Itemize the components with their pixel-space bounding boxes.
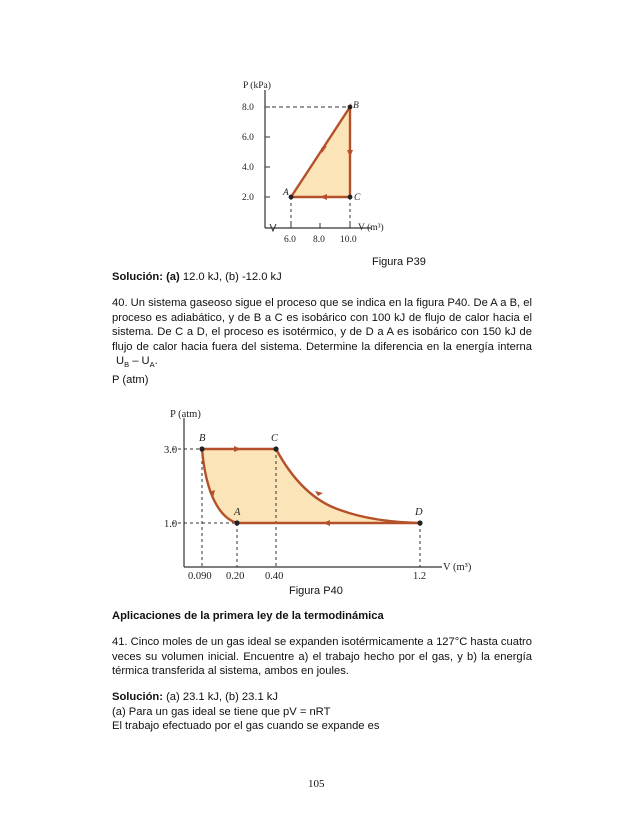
p39-x-axis-label: V (m³): [358, 223, 384, 233]
problem-40-text: 40. Un sistema gaseoso sigue el proceso que se indica en la figura P40. De A a B, el proceso es adiabático, y de B a C es isobárico con 100 kJ de flujo de calor hacia el sistema. De C a D, el proceso es isotérmico, y de D a A es isobárico con 150 kJ de flujo de calor hacia fuera del sistema. Determine la diferencia en la energía interna: [112, 297, 532, 353]
p40-point-d: D: [415, 507, 423, 518]
solution-41-line3: El trabajo efectuado por el gas cuando se expande es: [112, 720, 380, 733]
solution-41-label: Solución:: [112, 691, 163, 703]
solution-39: [112, 270, 532, 285]
solution-41-text: (a) 23.1 kJ, (b) 23.1 kJ: [162, 691, 278, 703]
p39-y-axis-label: P (kPa): [243, 81, 271, 91]
problem-40-end: .: [154, 355, 158, 368]
page-number: 105: [308, 778, 325, 790]
p39-y-tick: 8.0: [242, 103, 254, 113]
p40-y-tick: 1.0: [164, 519, 178, 530]
problem-40-minus: – U: [129, 355, 150, 368]
p39-x-tick: 8.0: [313, 235, 325, 245]
figure-p40-graphic: [150, 400, 480, 582]
solution-41: [112, 690, 532, 734]
p39-point-b: B: [353, 101, 359, 111]
p39-y-tick: 6.0: [242, 133, 254, 143]
problem-40-u: U: [116, 355, 125, 368]
problem-41: 41. Cinco moles de un gas ideal se expanden isotérmicamente a 127°C hasta cuatro veces su volumen inicial. Encuentre a) el trabajo hecho por el gas, y b) la energía térmica transferida al sistema, ambos en joules.: [112, 636, 532, 678]
p39-x-tick: 10.0: [340, 235, 357, 245]
figure-p39-caption: Figura P39: [372, 256, 426, 268]
p40-x-tick: 0.20: [226, 571, 245, 582]
problem-40: [112, 296, 532, 388]
solution-part-a: (a): [166, 271, 180, 283]
p39-y-tick: 2.0: [242, 193, 254, 203]
section-title: Aplicaciones de la primera ley de la termodinámica: [112, 610, 384, 622]
p40-point-b: B: [199, 433, 206, 444]
p40-y-tick: 3.0: [164, 445, 178, 456]
p39-x-tick: 6.0: [284, 235, 296, 245]
solution-text: 12.0 kJ, (b) -12.0 kJ: [182, 271, 282, 283]
p40-y-axis-label: P (atm): [170, 409, 201, 420]
figure-p39-graphic: [228, 78, 388, 253]
figure-p40-caption: Figura P40: [289, 585, 343, 597]
p40-point-a: A: [234, 507, 241, 518]
p40-x-tick: 0.090: [188, 571, 212, 582]
solution-label: Solución:: [112, 271, 163, 283]
figure-p40: [150, 400, 480, 582]
problem-40-sub-a: A: [149, 360, 155, 370]
problem-40-sub-b: B: [124, 360, 130, 370]
p39-point-a: A: [283, 188, 289, 198]
p40-x-tick: 1.2: [413, 571, 427, 582]
p39-point-c: C: [354, 193, 361, 203]
p40-point-c: C: [271, 433, 279, 444]
problem-40-p-atm: P (atm): [112, 374, 149, 387]
figure-p39: [228, 78, 388, 253]
p40-x-axis-label: V (m³): [443, 562, 472, 573]
p39-y-tick: 4.0: [242, 163, 254, 173]
p40-x-tick: 0.40: [265, 571, 284, 582]
solution-41-line2: (a) Para un gas ideal se tiene que pV = nRT: [112, 705, 331, 718]
